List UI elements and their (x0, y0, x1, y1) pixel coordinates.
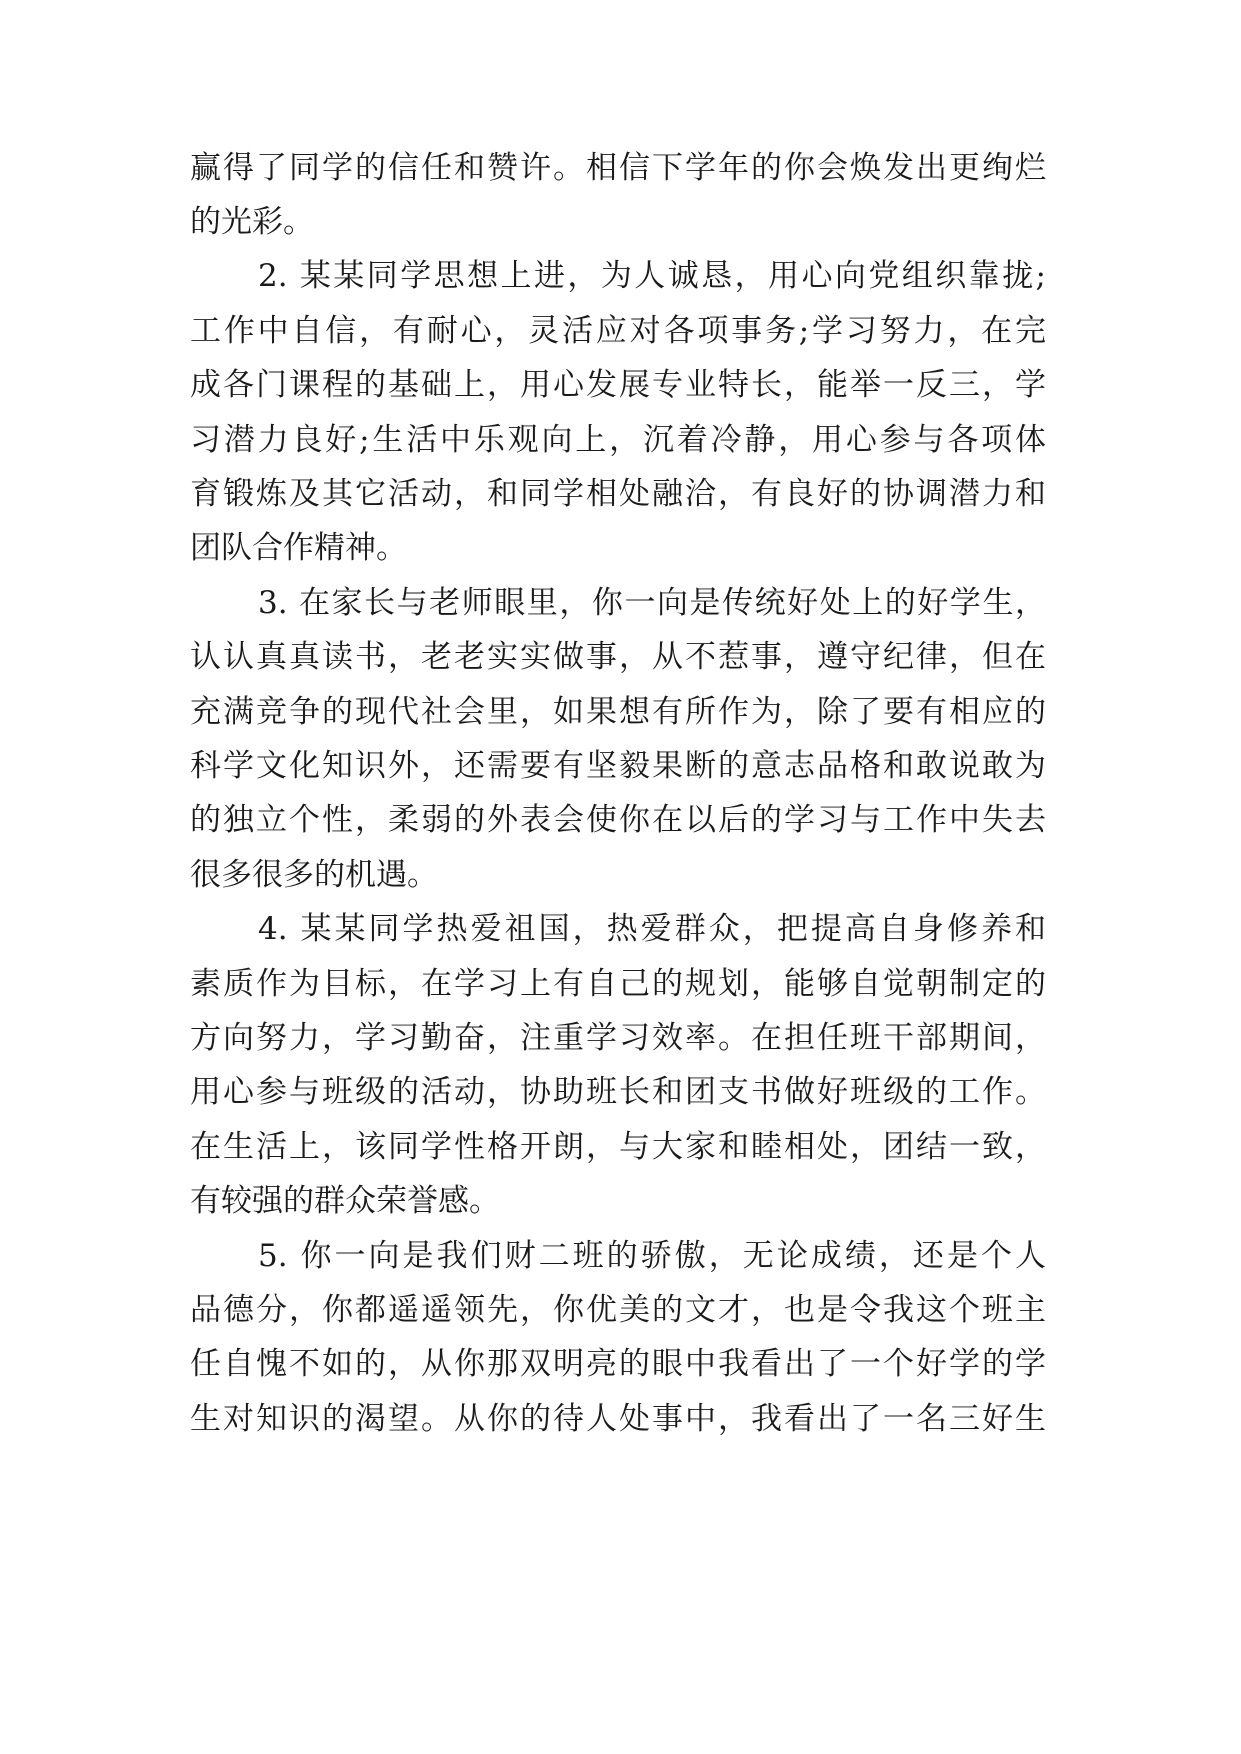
text-line: 育锻炼及其它活动，和同学相处融洽，有良好的协调潜力和 (190, 476, 1046, 512)
text-line: 赢得了同学的信任和赞许。相信下学年的你会焕发出更绚烂 (190, 150, 1046, 186)
paragraph-start-line: 3. 在家长与老师眼里，你一向是传统好处上的好学生， (258, 585, 1046, 621)
paragraph-start-line: 2. 某某同学思想上进，为人诚恳，用心向党组织靠拢; (258, 258, 1046, 294)
text-line: 的光彩。 (190, 204, 314, 240)
text-line: 有较强的群众荣誉感。 (190, 1183, 500, 1219)
text-line: 认认真真读书，老老实实做事，从不惹事，遵守纪律，但在 (190, 639, 1046, 675)
paragraph-start-line: 5. 你一向是我们财二班的骄傲，无论成绩，还是个人 (258, 1238, 1046, 1274)
text-line: 科学文化知识外，还需要有坚毅果断的意志品格和敢说敢为 (190, 748, 1046, 784)
text-line: 方向努力，学习勤奋，注重学习效率。在担任班干部期间， (190, 1020, 1046, 1056)
text-line: 任自愧不如的，从你那双明亮的眼中我看出了一个好学的学 (190, 1346, 1046, 1382)
text-line: 用心参与班级的活动，协助班长和团支书做好班级的工作。 (190, 1074, 1046, 1110)
text-line: 团队合作精神。 (190, 530, 407, 566)
text-line: 充满竞争的现代社会里，如果想有所作为，除了要有相应的 (190, 694, 1046, 730)
text-line: 的独立个性，柔弱的外表会使你在以后的学习与工作中失去 (190, 802, 1046, 838)
text-line: 工作中自信，有耐心，灵活应对各项事务;学习努力，在完 (190, 313, 1046, 349)
text-line: 很多很多的机遇。 (190, 857, 438, 893)
text-line: 品德分，你都遥遥领先，你优美的文才，也是令我这个班主 (190, 1292, 1046, 1328)
text-line: 在生活上，该同学性格开朗，与大家和睦相处，团结一致， (190, 1129, 1046, 1165)
text-line: 成各门课程的基础上，用心发展专业特长，能举一反三，学 (190, 367, 1046, 403)
text-line: 习潜力良好;生活中乐观向上，沉着冷静，用心参与各项体 (190, 422, 1046, 458)
paragraph-start-line: 4. 某某同学热爱祖国，热爱群众，把提高自身修养和 (258, 911, 1046, 947)
text-line: 生对知识的渴望。从你的待人处事中，我看出了一名三好生 (190, 1401, 1046, 1437)
text-line: 素质作为目标，在学习上有自己的规划，能够自觉朝制定的 (190, 966, 1046, 1002)
